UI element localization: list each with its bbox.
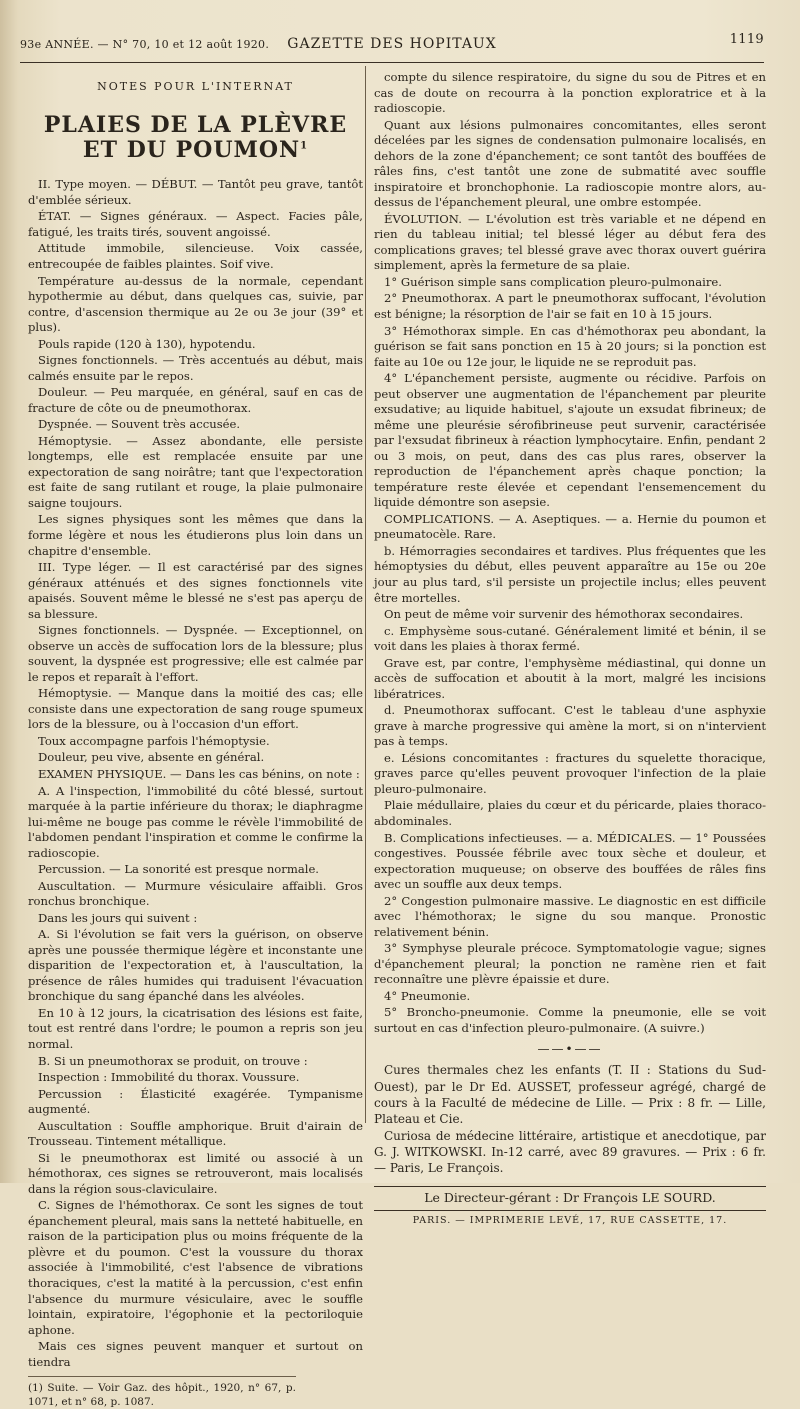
title-footnote-mark: 1 (300, 140, 309, 152)
left-paragraph: II. Type moyen. — DÉBUT. — Tantôt peu grave, tantôt d'emblée sérieux. (28, 177, 367, 207)
right-paragraph: 3° Symphyse pleurale précoce. Symptomatologie vague; signes d'épanchement pleural; la ponction ne ramène rien et fait reconnaître une plèvre épaissie et dure. (374, 941, 770, 987)
right-paragraph: compte du silence respiratoire, du signe du sou de Pitres et en cas de doute on recourra à la ponction exploratrice et à la radioscopie. (374, 70, 770, 116)
article-title-text: PLAIES DE LA PLÈVRE ET DU POUMON (43, 111, 356, 164)
left-paragraph: Pouls rapide (120 à 130), hypotendu. (38, 336, 256, 351)
left-paragraph: Signes fonctionnels. — Très accentués au début, mais calmés ensuite par le repos. (28, 353, 367, 383)
left-paragraph: Si le pneumothorax est limité ou associé à un hémothorax, ces signes se retrouveront, mais localisés dans la région sous-claviculaire. (28, 1150, 367, 1196)
left-paragraph: Douleur. — Peu marquée, en général, sauf en cas de fracture de côte ou de pneumothorax. (28, 385, 367, 415)
left-paragraph: Percussion : Élasticité exagérée. Tympanisme augmenté. (28, 1086, 367, 1117)
page-number: 1119 (729, 32, 764, 47)
left-paragraph: A. A l'inspection, l'immobilité du côté blessé, surtout marquée à la partie inférieure du thorax; le diaphragme lui-même ne bouge pas comme le révèle l'immobilité de l'abdomen pendant l'inspiration et comme le confirme la radioscopie. (28, 783, 367, 860)
book-notices (374, 1062, 770, 1176)
right-paragraph: Plaie médullaire, plaies du cœur et du péricarde, plaies thoraco-abdominales. (374, 798, 766, 828)
book-paragraph: Curiosa de médecine littéraire, artistique et anecdotique, par G. J. WITKOWSKI. In-12 carré, avec 89 gravures. — Prix : 6 fr. — Paris, Le François. (374, 1128, 770, 1175)
right-paragraph: 2° Congestion pulmonaire massive. Le diagnostic en est difficile avec l'hémothorax; le signe du sou manque. Pronostic relativement bénin. (374, 893, 770, 939)
left-paragraph: Inspection : Immobilité du thorax. Voussure. (38, 1070, 300, 1085)
left-paragraph: Toux accompagne parfois l'hémoptysie. (38, 733, 270, 748)
left-paragraphs (28, 177, 367, 1370)
left-paragraph: Percussion. — La sonorité est presque normale. (38, 862, 319, 877)
left-paragraph: Température au-dessus de la normale, cependant hypothermie au début, dans quelques cas, suivie, par contre, d'ascension thermique au 2e ou 3e jour (39° et plus). (28, 273, 367, 335)
article-title (28, 113, 363, 164)
right-paragraph: B. Complications infectieuses. — a. MÉDICALES. — 1° Poussées congestives. Poussée fébrile avec toux sèche et douleur, et expectoration muqueuse; on observe des bouffées de râles fins avec un souffle aux deux temps. (374, 830, 770, 892)
left-paragraph: III. Type léger. — Il est caractérisé par des signes généraux atténués et des signes fonctionnels vite apaisés. Souvent même le blessé ne s'est pas aperçu de sa blessure. (28, 560, 367, 621)
book-paragraph: Cures thermales chez les enfants (T. II : Stations du Sud-Ouest), par le Dr Ed. AUSSET, professeur agrégé, chargé de cours à la Faculté de médecine de Lille. — Prix : 8 fr. — Lille, Plateau et Cie. (374, 1063, 770, 1126)
left-paragraph: En 10 à 12 jours, la cicatrisation des lésions est faite, tout est rentré dans l'ordre; le poumon a repris son jeu normal. (28, 1005, 367, 1052)
right-paragraph: e. Lésions concomitantes : fractures du squelette thoracique, graves parce qu'elles peuvent provoquer l'infection de la plaie pleuro-pulmonaire. (374, 750, 770, 796)
right-paragraph: 2° Pneumothorax. A part le pneumothorax suffocant, l'évolution est bénigne; la résorption de l'air se fait en 10 à 15 jours. (374, 291, 770, 321)
right-paragraph: 3° Hémothorax simple. En cas d'hémothorax peu abondant, la guérison se fait sans ponction en 15 à 20 jours; si la ponction est faite au 10e ou 12e jour, le liquide ne se reproduit pas. (374, 323, 770, 369)
right-paragraph: b. Hémorragies secondaires et tardives. Plus fréquentes que les hémoptysies du début, elles peuvent apparaître au 15e ou 20e jour au plus tard, s'il persiste un projectile inclus; elles peuvent être mortelles. (374, 543, 770, 605)
left-paragraph: Douleur, peu vive, absente en général. (38, 750, 265, 765)
left-paragraph: Auscultation. — Murmure vésiculaire affaibli. Gros ronchus bronchique. (28, 878, 367, 909)
left-paragraph: Attitude immobile, silencieuse. Voix cassée, entrecoupée de faibles plaintes. Soif vive. (28, 241, 367, 271)
left-column (28, 70, 367, 1409)
right-paragraph: On peut de même voir survenir des hémothorax secondaires. (384, 607, 744, 622)
printer-line: PARIS. — IMPRIMERIE LEVÉ, 17, RUE CASSETTE, 17. (412, 1214, 728, 1226)
left-paragraph: Auscultation : Souffle amphorique. Bruit d'airain de Trousseau. Tintement métallique. (28, 1118, 367, 1149)
left-paragraph: Mais ces signes peuvent manquer et surtout on tiendra (28, 1339, 367, 1369)
right-paragraph: COMPLICATIONS. — A. Aseptiques. — a. Hernie du poumon et pneumatocèle. Rare. (374, 511, 770, 542)
footnote: (1) Suite. — Voir Gaz. des hôpit., 1920, n° 67, p. 1071, et n° 68, p. 1087. (28, 1376, 296, 1409)
left-paragraph: Hémoptysie. — Assez abondante, elle persiste longtemps, elle est remplacée ensuite par une expectoration de sang noirâtre; tant que l'expectoration est faite de sang rutilant et rouge, la plaie pulmonaire saigne toujours. (28, 433, 367, 510)
right-paragraph: 4° L'épanchement persiste, augmente ou récidive. Parfois on peut observer une augmentation de l'épanchement par pleurite exsudative; au liquide habituel, s'ajoute un exsudat fibrineux; de même une pleurésie sérofibrineuse peut survenir, caractérisée par l'exsudat fibrineux à réaction lymphocytaire. Enfin, pendant 2 ou 3 mois, on peut, dans des cas plus rares, observer la reproduction de l'épanchement après chaque ponction; la température reste élevée et cependant l'ensemencement du liquide démontre son asepsie. (374, 371, 770, 510)
left-paragraph: B. Si un pneumothorax se produit, on trouve : (38, 1053, 308, 1068)
left-paragraph: EXAMEN PHYSIQUE. — Dans les cas bénins, on note : (38, 766, 360, 781)
left-paragraph: Dyspnée. — Souvent très accusée. (38, 417, 241, 432)
page-header (20, 30, 764, 58)
ornament-rule: ——•—— (537, 1042, 603, 1057)
director-signature: Le Directeur-gérant : Dr François LE SOURD. (374, 1186, 766, 1211)
right-paragraph: d. Pneumothorax suffocant. C'est le tableau d'une asphyxie grave à marche progressive qui amène la mort, si on n'intervient pas à temps. (374, 703, 770, 749)
section-heading: NOTES POUR L'INTERNAT (97, 80, 294, 93)
right-column (374, 70, 770, 1228)
right-paragraph: c. Emphysème sous-cutané. Généralement limité et bénin, il se voit dans les plaies à thorax fermé. (374, 623, 770, 654)
left-paragraph: A. Si l'évolution se fait vers la guérison, on observe après une poussée thermique légère et inconstante une disparition de l'expectoration et, à l'auscultation, la présence de râles humides qui traduisent l'évacuation bronchique du sang épanché dans les alvéoles. (28, 927, 367, 1004)
right-paragraph: Quant aux lésions pulmonaires concomitantes, elles seront décelées par les signes de condensation pulmonaire localisés, en dehors de la zone d'épanchement; ce sont tantôt des bouffées de râles fins, c'est tantôt une zone de submatité avec souffle inspiratoire et bronchophonie. La radioscopie montre alors, au-dessus de l'épanchement pleural, une ombre estompée. (374, 117, 770, 210)
left-paragraph: Signes fonctionnels. — Dyspnée. — Exceptionnel, on observe un accès de suffocation lors de la blessure; plus souvent, la dyspnée est progressive; elle est calmée par le repos et reparaît à l'effort. (28, 623, 367, 684)
issue-line: 93e ANNÉE. — N° 70, 10 et 12 août 1920. (20, 38, 270, 51)
left-paragraph: Hémoptysie. — Manque dans la moitié des cas; elle consiste dans une expectoration de sang rouge spumeux lors de la blessure, ou à l'occasion d'un effort. (28, 686, 367, 732)
left-paragraph: C. Signes de l'hémothorax. Ce sont les signes de tout épanchement pleural, mais sans la netteté habituelle, en raison de la participation plus ou moins fréquente de la plèvre et du poumon. C'est la voussure du thorax associée à l'immobilité, c'est l'absence de vibrations thoraciques, c'est la matité à la percussion, c'est enfin l'absence du murmure vésiculaire, avec le souffle lointain, expiratoire, l'égophonie et la pectoriloquie aphone. (28, 1198, 367, 1337)
right-paragraph: 1° Guérison simple sans complication pleuro-pulmonaire. (384, 274, 722, 289)
journal-title: GAZETTE DES HOPITAUX (287, 36, 497, 52)
header-rule (20, 62, 764, 63)
left-paragraph: Les signes physiques sont les mêmes que dans la forme légère et nous les étudierons plus loin dans un chapitre d'ensemble. (28, 512, 367, 558)
left-paragraph: Dans les jours qui suivent : (38, 910, 198, 925)
right-paragraph: Grave est, par contre, l'emphysème médiastinal, qui donne un accès de suffocation et aboutit à la mort, malgré les incisions libératrices. (374, 655, 770, 701)
right-paragraphs (374, 70, 770, 1036)
right-paragraph: ÉVOLUTION. — L'évolution est très variable et ne dépend en rien du tableau initial; tel blessé léger au début fera des complications graves; tel blessé grave avec thorax ouvert guérira simplement, après la fermeture de sa plaie. (374, 211, 770, 273)
right-paragraph: 4° Pneumonie. (384, 988, 471, 1003)
right-paragraph: 5° Broncho-pneumonie. Comme la pneumonie, elle se voit surtout en cas d'infection pleuro-pulmonaire. (A suivre.) (374, 1005, 770, 1035)
left-paragraph: ÉTAT. — Signes généraux. — Aspect. Facies pâle, fatigué, les traits tirés, souvent angoissé. (28, 209, 367, 239)
